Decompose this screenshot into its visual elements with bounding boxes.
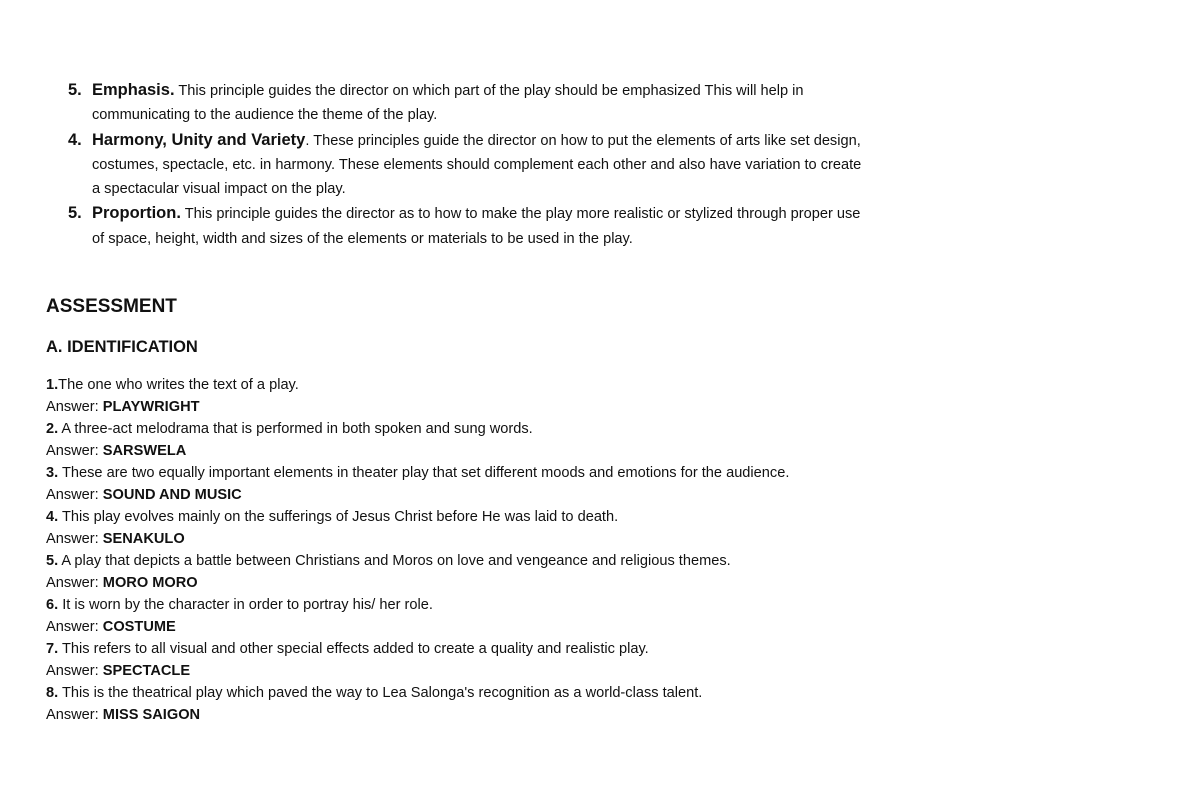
answer-value: SOUND AND MUSIC [102, 487, 242, 503]
qa-item [46, 682, 789, 726]
qa-item [46, 462, 789, 506]
principles-list [0, 78, 1200, 251]
principle-text: . These principles guide the director on how to put the elements of arts like set design, [305, 132, 861, 149]
principle-term: Emphasis. [92, 81, 175, 99]
question-number: 2. [46, 421, 59, 437]
principle-term: Proportion. [92, 204, 181, 223]
answer-label: Answer: [46, 575, 103, 591]
principle-text: This principle guides the director on which part of the play should be emphasized This will help in [174, 83, 804, 99]
question-number: 7. [46, 641, 59, 657]
question-text: This refers to all visual and other special effects added to create a quality and realistic play. [58, 641, 649, 657]
answer-label: Answer: [46, 531, 103, 547]
principle-text: costumes, spectacle, etc. in harmony. These elements should complement each other and also have variation to create [92, 156, 862, 173]
answer-label: Answer: [46, 663, 103, 679]
principle-item-harmony [0, 128, 1200, 202]
answer-label: Answer: [46, 399, 103, 415]
question-text: This play evolves mainly on the sufferings of Jesus Christ before He was laid to death. [58, 509, 619, 525]
qa-item [46, 418, 789, 462]
answer-value: MISS SAIGON [102, 707, 201, 723]
assessment-heading: ASSESSMENT [46, 296, 177, 317]
answer-label: Answer: [46, 443, 103, 459]
qa-item [46, 594, 789, 638]
question-text: A play that depicts a battle between Christians and Moros on love and vengeance and religious themes. [58, 553, 731, 569]
question-number: 1. [46, 377, 59, 393]
identification-heading: A. IDENTIFICATION [46, 338, 198, 356]
qa-item [46, 506, 789, 550]
principle-item-emphasis [0, 78, 1200, 128]
principle-term: Harmony, Unity and Variety [92, 130, 306, 149]
question-text: These are two equally important elements in theater play that set different moods and emotions for the audience. [58, 465, 790, 481]
answer-value: MORO MORO [102, 575, 198, 591]
principle-number: 4. [68, 130, 82, 149]
answer-label: Answer: [46, 619, 103, 635]
answer-value: COSTUME [102, 619, 176, 635]
principle-text: communicating to the audience the theme of the play. [92, 107, 438, 124]
answer-label: Answer: [46, 487, 103, 503]
identification-list [46, 374, 789, 726]
question-text: A three-act melodrama that is performed in both spoken and sung words. [58, 421, 533, 437]
qa-item [46, 638, 789, 682]
qa-item [46, 374, 789, 418]
answer-value: PLAYWRIGHT [102, 399, 200, 415]
question-number: 5. [46, 553, 59, 569]
question-number: 3. [46, 465, 59, 481]
qa-item [46, 550, 789, 594]
question-text: The one who writes the text of a play. [58, 377, 299, 393]
answer-value: SENAKULO [102, 531, 185, 547]
principle-text: This principle guides the director as to how to make the play more realistic or stylized through proper use [180, 206, 861, 223]
principle-text: a spectacular visual impact on the play. [92, 181, 346, 198]
principle-text: of space, height, width and sizes of the elements or materials to be used in the play. [92, 230, 633, 247]
answer-label: Answer: [46, 707, 103, 723]
question-number: 6. [46, 597, 59, 613]
question-text: It is worn by the character in order to portray his/ her role. [58, 597, 433, 613]
principle-number: 5. [68, 204, 82, 223]
principle-item-proportion [0, 201, 1200, 251]
answer-value: SARSWELA [102, 443, 187, 459]
question-number: 4. [46, 509, 59, 525]
answer-value: SPECTACLE [102, 663, 191, 679]
principle-number: 5. [68, 81, 82, 99]
question-number: 8. [46, 685, 59, 701]
question-text: This is the theatrical play which paved the way to Lea Salonga's recognition as a world-class talent. [58, 685, 703, 701]
